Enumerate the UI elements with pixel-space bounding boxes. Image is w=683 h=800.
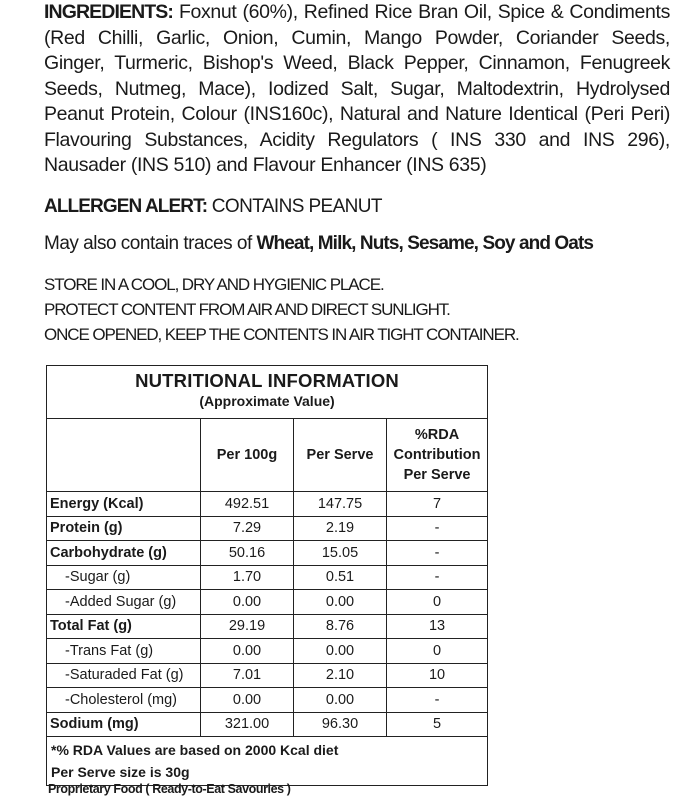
nutrition-footnote-row [47,737,488,786]
per-serve-value: 2.10 [294,663,387,688]
header-rda: %RDA Contribution Per Serve [387,419,488,492]
rda-value: 7 [387,492,488,517]
ingredients-text: Foxnut (60%), Refined Rice Bran Oil, Spice & Condiments (Red Chilli, Garlic, Onion, Cumin, Mango Powder, Coriander Seeds, Ginger, Turmeric, Bishop's Weed, Black Pepper, Cinnamon, Fenugreek Seeds, Nutmeg, Mace), Iodized Salt, Sugar, Maltodextrin, Hydrolysed Peanut Protein, Colour (INS160c), Natural and Nature Identical (Peri Peri) Flavouring Substances, Acidity Regulators ( INS 330 and INS 296), Nausader (INS 510) and Flavour Enhancer (INS 635) [44,1,670,176]
nutrient-name: Carbohydrate (g) [47,541,201,566]
per-100g-value: 0.00 [201,590,294,615]
traces-statement [44,233,593,255]
nutrient-name: -Added Sugar (g) [47,590,201,615]
ingredients-paragraph [44,0,670,179]
per-100g-value: 7.01 [201,663,294,688]
per-100g-value: 7.29 [201,516,294,541]
per-serve-value: 0.00 [294,590,387,615]
nutrient-name: -Sugar (g) [47,565,201,590]
per-serve-value: 0.00 [294,688,387,713]
table-row [47,516,488,541]
serve-size-footnote: Per Serve size is 30g [51,764,190,780]
rda-value: 13 [387,614,488,639]
rda-value: - [387,541,488,566]
nutrient-name: Energy (Kcal) [47,492,201,517]
nutrient-name: -Saturaded Fat (g) [47,663,201,688]
table-row [47,541,488,566]
traces-prefix: May also contain traces of [44,233,257,254]
nutrient-name: Protein (g) [47,516,201,541]
header-empty-cell [47,419,201,492]
rda-value: 0 [387,639,488,664]
allergen-text: CONTAINS PEANUT [207,196,382,217]
rda-value: - [387,516,488,541]
table-row [47,492,488,517]
per-100g-value: 0.00 [201,688,294,713]
storage-line: STORE IN A COOL, DRY AND HYGIENIC PLACE. [44,275,384,294]
rda-value: 5 [387,712,488,737]
nutrient-name: Total Fat (g) [47,614,201,639]
table-row [47,614,488,639]
per-serve-value: 147.75 [294,492,387,517]
table-row [47,712,488,737]
per-serve-value: 96.30 [294,712,387,737]
rda-value: 10 [387,663,488,688]
nutrition-subtitle: (Approximate Value) [199,393,335,409]
allergen-label: ALLERGEN ALERT: [44,196,208,217]
allergen-alert [44,196,382,218]
storage-line: ONCE OPENED, KEEP THE CONTENTS IN AIR TIGHT CONTAINER. [44,325,519,344]
per-serve-value: 15.05 [294,541,387,566]
per-100g-value: 492.51 [201,492,294,517]
rda-value: - [387,688,488,713]
proprietary-food-note: Proprietary Food ( Ready-to-Eat Savouries ) [48,782,291,796]
nutrient-name: Sodium (mg) [47,712,201,737]
rda-value: 0 [387,590,488,615]
table-row [47,688,488,713]
traces-items: Wheat, Milk, Nuts, Sesame, Soy and Oats [256,233,594,254]
per-100g-value: 0.00 [201,639,294,664]
per-100g-value: 1.70 [201,565,294,590]
table-row [47,639,488,664]
table-row [47,565,488,590]
table-row [47,663,488,688]
rda-value: - [387,565,488,590]
rda-footnote: *% RDA Values are based on 2000 Kcal diet [51,742,339,758]
nutrition-table [46,365,488,786]
per-serve-value: 0.00 [294,639,387,664]
storage-line: PROTECT CONTENT FROM AIR AND DIRECT SUNLIGHT. [44,300,450,319]
per-100g-value: 29.19 [201,614,294,639]
nutrient-name: -Trans Fat (g) [47,639,201,664]
header-per-100g: Per 100g [201,419,294,492]
per-100g-value: 321.00 [201,712,294,737]
per-serve-value: 8.76 [294,614,387,639]
table-row [47,590,488,615]
nutrient-name: -Cholesterol (mg) [47,688,201,713]
per-serve-value: 0.51 [294,565,387,590]
nutrition-header-row [47,419,488,492]
per-serve-value: 2.19 [294,516,387,541]
nutrition-caption-row [47,366,488,419]
ingredients-label: INGREDIENTS: [44,1,173,23]
nutrition-title: NUTRITIONAL INFORMATION [135,370,399,391]
per-100g-value: 50.16 [201,541,294,566]
header-per-serve: Per Serve [294,419,387,492]
storage-instructions [44,272,519,347]
